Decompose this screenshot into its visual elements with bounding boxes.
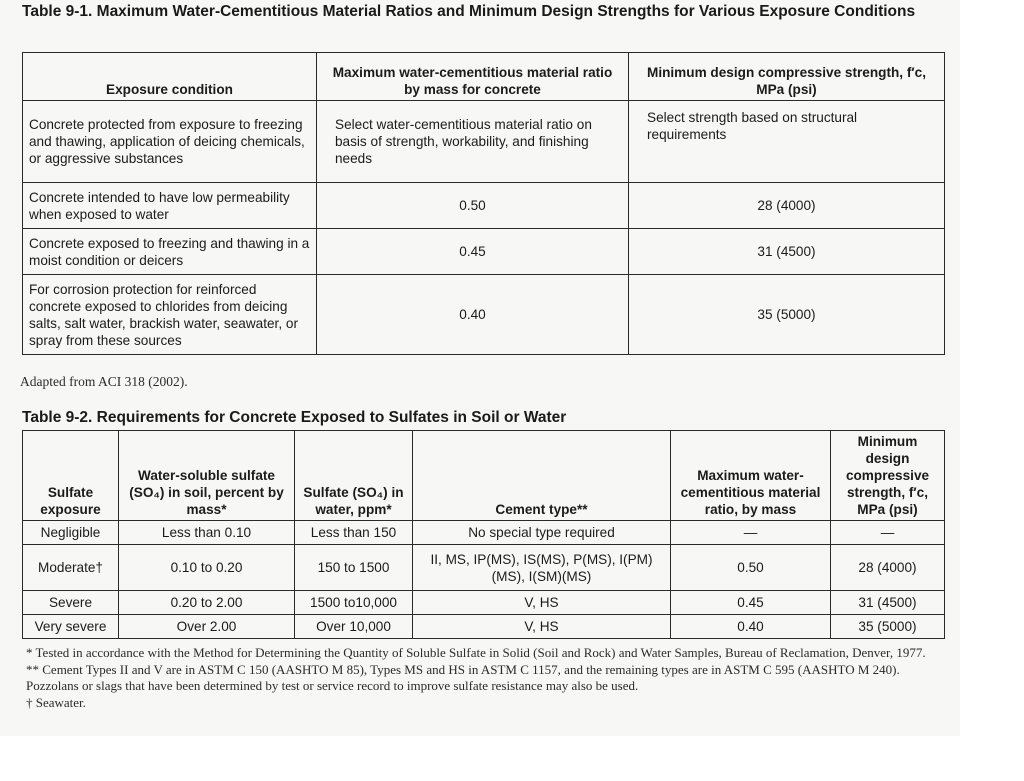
table-2: [22, 430, 945, 639]
cell-strength: 35 (5000): [831, 615, 945, 639]
cell-ratio: —: [671, 521, 831, 545]
cell-strength: 35 (5000): [629, 275, 945, 355]
table-row: [23, 229, 945, 275]
header-min-strength: Minimum design compressive strength, f′c, MPa (psi): [629, 53, 945, 101]
cell-ratio: 0.40: [317, 275, 629, 355]
header-min-strength: Minimum design compressive strength, f′c, MPa (psi): [831, 431, 945, 521]
cell-cement: V, HS: [413, 591, 671, 615]
table-1-title: Table 9-1. Maximum Water-Cementitious Material Ratios and Minimum Design Strengths for Various Exposure Conditions: [22, 3, 916, 20]
cell-condition: Concrete protected from exposure to freezing and thawing, application of deicing chemicals, or aggressive substances: [23, 101, 317, 183]
cell-condition: For corrosion protection for reinforced concrete exposed to chlorides from deicing salts, salt water, brackish water, seawater, or spray from these sources: [23, 275, 317, 355]
cell-ratio: 0.50: [671, 545, 831, 591]
cell-condition: Concrete exposed to freezing and thawing in a moist condition or deicers: [23, 229, 317, 275]
cell-soil: Over 2.00: [119, 615, 295, 639]
header-exposure-condition: Exposure condition: [23, 53, 317, 101]
table-row: [23, 545, 945, 591]
cell-soil: 0.10 to 0.20: [119, 545, 295, 591]
table-row: [23, 101, 945, 183]
footnote-double-asterisk: ** Cement Types II and V are in ASTM C 150 (AASHTO M 85), Types MS and HS in ASTM C 1157, and the remaining types are in ASTM C 595 (AASHTO M 240). Pozzolans or slags that have been determined by test or service record to improve sulfate resistance may also be used.: [26, 661, 900, 693]
table-row: [23, 591, 945, 615]
footnote-dagger: † Seawater.: [26, 694, 86, 710]
cell-cement: V, HS: [413, 615, 671, 639]
footnote-asterisk: * Tested in accordance with the Method for Determining the Quantity of Soluble Sulfate in Solid (Soil and Rock) and Water Samples, Bureau of Reclamation, Denver, 1977.: [26, 645, 926, 660]
cell-soil: 0.20 to 2.00: [119, 591, 295, 615]
cell-exposure: Very severe: [23, 615, 119, 639]
header-max-ratio: Maximum water-cementitious material ratio, by mass: [671, 431, 831, 521]
cell-strength: 31 (4500): [629, 229, 945, 275]
header-max-ratio: Maximum water-cementitious material ratio by mass for concrete: [317, 53, 629, 101]
header-sulfate-water: Sulfate (SO₄) in water, ppm*: [295, 431, 413, 521]
cell-cement: No special type required: [413, 521, 671, 545]
cell-cement: II, MS, IP(MS), IS(MS), P(MS), I(PM)(MS), I(SM)(MS): [413, 545, 671, 591]
table-2-header-row: [23, 431, 945, 521]
header-cement-type: Cement type**: [413, 431, 671, 521]
table-row: [23, 275, 945, 355]
table-2-title: Table 9-2. Requirements for Concrete Exposed to Sulfates in Soil or Water: [22, 409, 567, 426]
table-1-source: Adapted from ACI 318 (2002).: [20, 374, 188, 389]
cell-ratio: 0.45: [671, 591, 831, 615]
cell-ratio: 0.45: [317, 229, 629, 275]
cell-strength: Select strength based on structural requirements: [629, 101, 945, 183]
table-row: [23, 615, 945, 639]
cell-condition: Concrete intended to have low permeability when exposed to water: [23, 183, 317, 229]
cell-strength: 28 (4000): [629, 183, 945, 229]
cell-water: 1500 to10,000: [295, 591, 413, 615]
cell-strength: 28 (4000): [831, 545, 945, 591]
table-row: [23, 521, 945, 545]
cell-water: 150 to 1500: [295, 545, 413, 591]
table-1-header-row: [23, 53, 945, 101]
table-1: [22, 52, 945, 355]
cell-exposure: Moderate†: [23, 545, 119, 591]
cell-ratio: 0.50: [317, 183, 629, 229]
cell-ratio: 0.40: [671, 615, 831, 639]
cell-water: Over 10,000: [295, 615, 413, 639]
cell-exposure: Severe: [23, 591, 119, 615]
cell-strength: 31 (4500): [831, 591, 945, 615]
table-row: [23, 183, 945, 229]
cell-soil: Less than 0.10: [119, 521, 295, 545]
table-2-footnotes: [26, 645, 946, 711]
cell-strength: —: [831, 521, 945, 545]
header-sulfate-exposure: Sulfate exposure: [23, 431, 119, 521]
cell-exposure: Negligible: [23, 521, 119, 545]
cell-water: Less than 150: [295, 521, 413, 545]
header-sulfate-soil: Water-soluble sulfate (SO₄) in soil, percent by mass*: [119, 431, 295, 521]
cell-ratio: Select water-cementitious material ratio on basis of strength, workability, and finishing needs: [317, 101, 629, 183]
